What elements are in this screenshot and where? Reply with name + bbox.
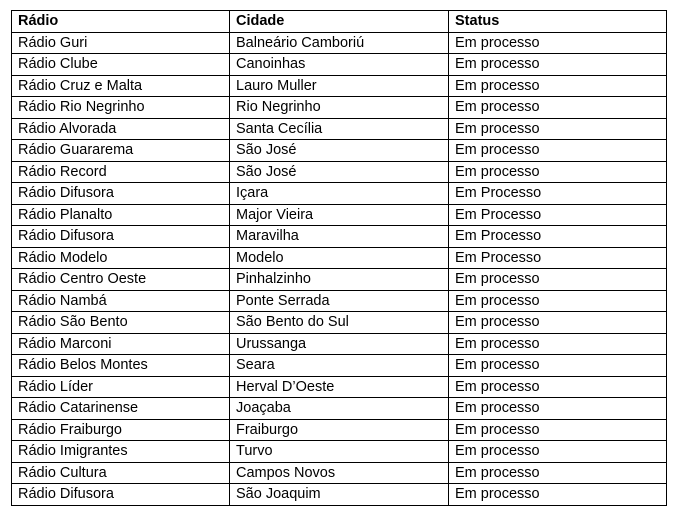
cidade-cell: Major Vieira [230, 204, 449, 226]
status-cell: Em processo [449, 376, 667, 398]
cidade-cell: Santa Cecília [230, 118, 449, 140]
cidade-cell: Pinhalzinho [230, 269, 449, 291]
radio-cell: Rádio Belos Montes [12, 355, 230, 377]
cidade-cell: Lauro Muller [230, 75, 449, 97]
status-cell: Em processo [449, 398, 667, 420]
table-row [12, 183, 667, 205]
table-row [12, 75, 667, 97]
radio-cell: Rádio Líder [12, 376, 230, 398]
cidade-cell: Rio Negrinho [230, 97, 449, 119]
cidade-cell: São José [230, 161, 449, 183]
table-row [12, 247, 667, 269]
cidade-cell: Seara [230, 355, 449, 377]
radio-cell: Rádio Guri [12, 32, 230, 54]
radio-cell: Rádio Marconi [12, 333, 230, 355]
radio-cell: Rádio São Bento [12, 312, 230, 334]
table-row [12, 462, 667, 484]
cidade-cell: São Joaquim [230, 484, 449, 506]
cidade-cell: Fraiburgo [230, 419, 449, 441]
status-cell: Em Processo [449, 226, 667, 248]
radio-cell: Rádio Rio Negrinho [12, 97, 230, 119]
radio-cell: Rádio Difusora [12, 183, 230, 205]
radio-cell: Rádio Centro Oeste [12, 269, 230, 291]
cidade-cell: São José [230, 140, 449, 162]
table-row [12, 226, 667, 248]
table-row [12, 97, 667, 119]
cidade-cell: Ponte Serrada [230, 290, 449, 312]
radio-cell: Rádio Fraiburgo [12, 419, 230, 441]
radio-cell: Rádio Clube [12, 54, 230, 76]
status-cell: Em processo [449, 462, 667, 484]
table-row [12, 140, 667, 162]
radio-cell: Rádio Alvorada [12, 118, 230, 140]
table-row [12, 161, 667, 183]
status-cell: Em Processo [449, 247, 667, 269]
status-cell: Em processo [449, 312, 667, 334]
cidade-cell: Canoinhas [230, 54, 449, 76]
radio-cell: Rádio Catarinense [12, 398, 230, 420]
radio-cell: Rádio Record [12, 161, 230, 183]
status-cell: Em processo [449, 290, 667, 312]
status-cell: Em processo [449, 333, 667, 355]
table-row [12, 312, 667, 334]
table-row [12, 441, 667, 463]
cidade-cell: Balneário Camboriú [230, 32, 449, 54]
cidade-cell: Campos Novos [230, 462, 449, 484]
radio-cell: Rádio Cultura [12, 462, 230, 484]
table-row [12, 269, 667, 291]
header-cidade: Cidade [230, 11, 449, 33]
cidade-cell: Içara [230, 183, 449, 205]
status-cell: Em processo [449, 54, 667, 76]
table-row [12, 333, 667, 355]
header-status: Status [449, 11, 667, 33]
radio-cell: Rádio Difusora [12, 484, 230, 506]
radio-cell: Rádio Cruz e Malta [12, 75, 230, 97]
status-cell: Em processo [449, 161, 667, 183]
status-cell: Em processo [449, 97, 667, 119]
table-row [12, 484, 667, 506]
table-header-row [12, 11, 667, 33]
table-row [12, 419, 667, 441]
table-row [12, 355, 667, 377]
status-cell: Em Processo [449, 183, 667, 205]
status-cell: Em processo [449, 355, 667, 377]
status-cell: Em processo [449, 118, 667, 140]
cidade-cell: Joaçaba [230, 398, 449, 420]
radio-status-table-container [11, 10, 667, 506]
radio-cell: Rádio Nambá [12, 290, 230, 312]
cidade-cell: Herval D’Oeste [230, 376, 449, 398]
table-row [12, 376, 667, 398]
status-cell: Em processo [449, 32, 667, 54]
status-cell: Em processo [449, 419, 667, 441]
status-cell: Em processo [449, 140, 667, 162]
cidade-cell: Turvo [230, 441, 449, 463]
table-row [12, 32, 667, 54]
cidade-cell: São Bento do Sul [230, 312, 449, 334]
table-row [12, 398, 667, 420]
table-row [12, 204, 667, 226]
cidade-cell: Urussanga [230, 333, 449, 355]
status-cell: Em processo [449, 75, 667, 97]
table-row [12, 290, 667, 312]
table-body [12, 32, 667, 505]
status-cell: Em processo [449, 269, 667, 291]
cidade-cell: Modelo [230, 247, 449, 269]
table-row [12, 54, 667, 76]
cidade-cell: Maravilha [230, 226, 449, 248]
status-cell: Em processo [449, 484, 667, 506]
status-cell: Em Processo [449, 204, 667, 226]
table-row [12, 118, 667, 140]
radio-cell: Rádio Planalto [12, 204, 230, 226]
radio-cell: Rádio Modelo [12, 247, 230, 269]
radio-cell: Rádio Guararema [12, 140, 230, 162]
radio-cell: Rádio Imigrantes [12, 441, 230, 463]
radio-status-table [11, 10, 667, 506]
radio-cell: Rádio Difusora [12, 226, 230, 248]
status-cell: Em processo [449, 441, 667, 463]
header-radio: Rádio [12, 11, 230, 33]
